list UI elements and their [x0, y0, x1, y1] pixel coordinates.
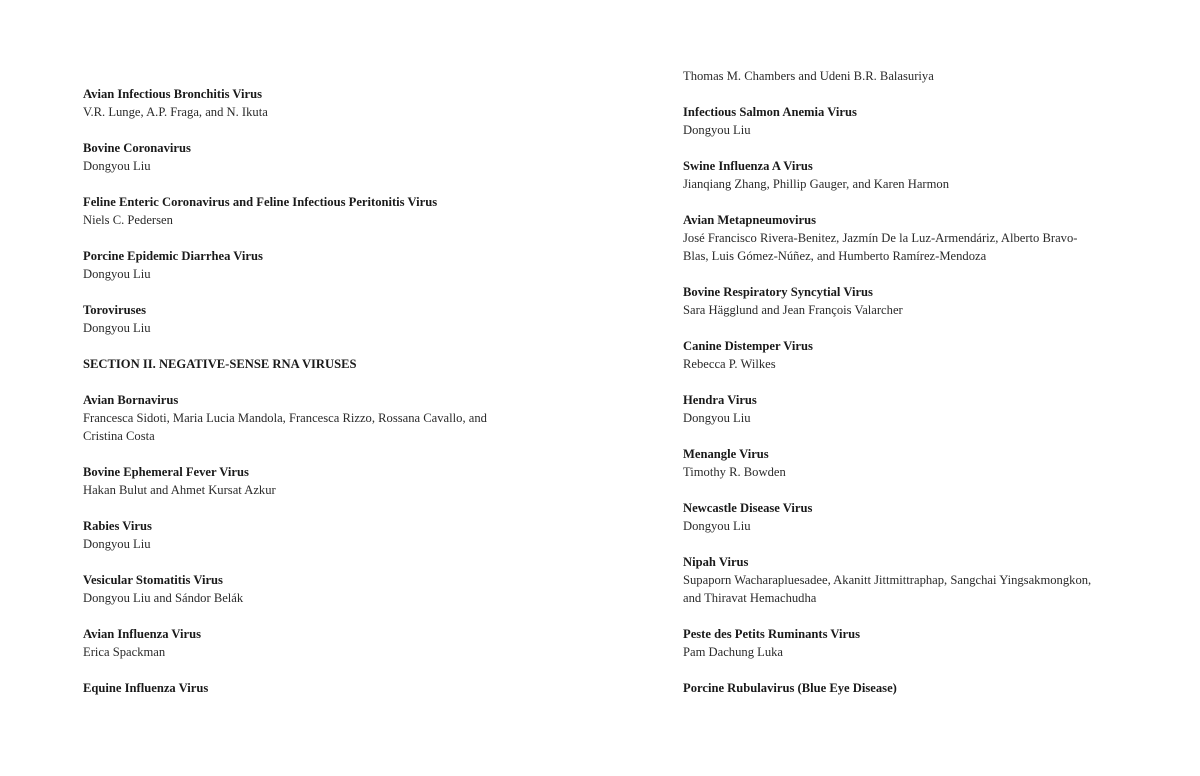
- chapter-entry: [683, 283, 1091, 319]
- chapter-title: Peste des Petits Ruminants Virus: [683, 627, 861, 641]
- chapter-entry: [683, 499, 1091, 535]
- chapter-entry: [683, 679, 1091, 697]
- chapter-title: Equine Influenza Virus: [83, 681, 209, 695]
- chapter-title: Bovine Ephemeral Fever Virus: [83, 465, 249, 479]
- chapter-title: Rabies Virus: [83, 519, 152, 533]
- chapter-title: Bovine Coronavirus: [83, 141, 191, 155]
- chapter-authors: Dongyou Liu: [83, 159, 151, 173]
- chapter-entry: [83, 193, 487, 229]
- chapter-entry: [83, 139, 487, 175]
- chapter-entry: [683, 157, 1091, 193]
- chapter-title: Swine Influenza A Virus: [683, 159, 813, 173]
- chapter-entry: [683, 337, 1091, 373]
- chapter-entry: [683, 67, 1091, 85]
- chapter-entry: [683, 445, 1091, 481]
- chapter-title: Hendra Virus: [683, 393, 757, 407]
- chapter-authors: Dongyou Liu: [683, 411, 751, 425]
- chapter-authors: Thomas M. Chambers and Udeni B.R. Balasuriya: [683, 69, 934, 83]
- right-column: [683, 67, 1091, 715]
- chapter-authors: Francesca Sidoti, Maria Lucia Mandola, Francesca Rizzo, Rossana Cavallo, and: [83, 411, 487, 425]
- chapter-entry: [83, 571, 487, 607]
- chapter-authors: Sara Hägglund and Jean François Valarcher: [683, 303, 903, 317]
- chapter-entry: [683, 211, 1091, 265]
- chapter-authors: Dongyou Liu and Sándor Belák: [83, 591, 244, 605]
- chapter-entry: [683, 103, 1091, 139]
- chapter-title: Canine Distemper Virus: [683, 339, 813, 353]
- chapter-entry: [83, 391, 487, 445]
- chapter-title: Porcine Epidemic Diarrhea Virus: [83, 249, 263, 263]
- chapter-entry: [83, 85, 487, 121]
- chapter-authors: and Thiravat Hemachudha: [683, 591, 817, 605]
- chapter-title: Vesicular Stomatitis Virus: [83, 573, 223, 587]
- chapter-title: Avian Infectious Bronchitis Virus: [83, 87, 263, 101]
- chapter-title: Avian Influenza Virus: [83, 627, 202, 641]
- chapter-title: Menangle Virus: [683, 447, 769, 461]
- chapter-title: Newcastle Disease Virus: [683, 501, 813, 515]
- chapter-entry: [83, 679, 487, 697]
- chapter-authors: Supaporn Wacharapluesadee, Akanitt Jittmittraphap, Sangchai Yingsakmongkon,: [683, 573, 1092, 587]
- chapter-authors: Dongyou Liu: [683, 519, 751, 533]
- chapter-entry: [83, 247, 487, 283]
- chapter-entry: [83, 463, 487, 499]
- chapter-authors: Erica Spackman: [83, 645, 166, 659]
- section-heading-entry: [83, 355, 487, 373]
- chapter-authors: Pam Dachung Luka: [683, 645, 784, 659]
- chapter-entry: [83, 517, 487, 553]
- chapter-authors: Rebecca P. Wilkes: [683, 357, 776, 371]
- chapter-authors: V.R. Lunge, A.P. Fraga, and N. Ikuta: [83, 105, 268, 119]
- chapter-title: Nipah Virus: [683, 555, 749, 569]
- chapter-authors: Jianqiang Zhang, Phillip Gauger, and Karen Harmon: [683, 177, 949, 191]
- chapter-authors: Dongyou Liu: [83, 267, 151, 281]
- chapter-title: Bovine Respiratory Syncytial Virus: [683, 285, 873, 299]
- section-heading: SECTION II. NEGATIVE-SENSE RNA VIRUSES: [83, 357, 357, 371]
- chapter-title: Feline Enteric Coronavirus and Feline Infectious Peritonitis Virus: [83, 195, 438, 209]
- chapter-authors: Hakan Bulut and Ahmet Kursat Azkur: [83, 483, 276, 497]
- chapter-authors: Dongyou Liu: [83, 537, 151, 551]
- chapter-authors: Cristina Costa: [83, 429, 155, 443]
- chapter-entry: [83, 625, 487, 661]
- chapter-entry: [683, 625, 1091, 661]
- chapter-title: Porcine Rubulavirus (Blue Eye Disease): [683, 681, 897, 695]
- chapter-entry: [83, 301, 487, 337]
- chapter-entry: [683, 553, 1091, 607]
- chapter-authors: Dongyou Liu: [83, 321, 151, 335]
- chapter-entry: [683, 391, 1091, 427]
- chapter-title: Infectious Salmon Anemia Virus: [683, 105, 857, 119]
- chapter-authors: Timothy R. Bowden: [683, 465, 786, 479]
- chapter-authors: Blas, Luis Gómez-Núñez, and Humberto Ramírez-Mendoza: [683, 249, 987, 263]
- chapter-title: Toroviruses: [83, 303, 146, 317]
- chapter-authors: Niels C. Pedersen: [83, 213, 173, 227]
- left-column: [83, 85, 487, 715]
- chapter-authors: Dongyou Liu: [683, 123, 751, 137]
- chapter-title: Avian Bornavirus: [83, 393, 179, 407]
- chapter-authors: José Francisco Rivera-Benitez, Jazmín De la Luz-Armendáriz, Alberto Bravo-: [683, 231, 1078, 245]
- chapter-title: Avian Metapneumovirus: [683, 213, 817, 227]
